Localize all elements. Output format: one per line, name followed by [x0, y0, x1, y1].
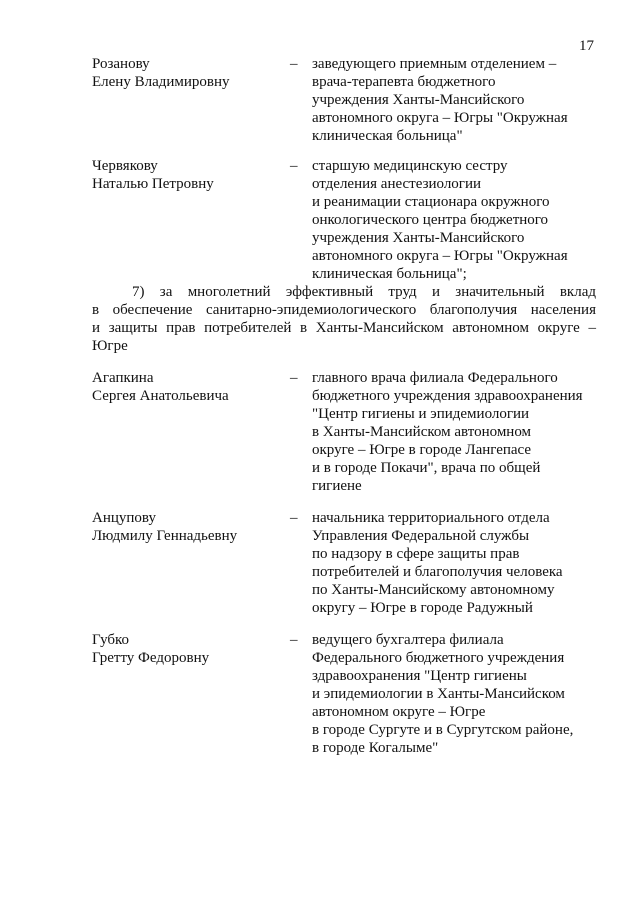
recipient-name [92, 55, 282, 91]
entry-dash: – [290, 370, 298, 386]
position-line: автономном округе – Югре [312, 704, 486, 720]
page-number: 17 [579, 38, 594, 54]
position-line: в городе Когалыме" [312, 740, 439, 756]
position-line: Управления Федеральной службы [312, 528, 530, 544]
position-line: начальника территориального отдела [312, 510, 550, 526]
position-line: главного врача филиала Федерального [312, 370, 558, 386]
position-line: ведущего бухгалтера филиала [312, 632, 504, 648]
recipient-given-names: Гретту Федоровну [92, 650, 210, 666]
paragraph-line: в обеспечение санитарно-эпидемиологического благополучия населения [92, 302, 596, 318]
entry-dash: – [290, 632, 298, 648]
paragraph-line: 7) за многолетний эффективный труд и значительный вклад [132, 284, 596, 300]
entry-dash: – [290, 158, 298, 174]
position-line: автономного округа – Югры "Окружная [312, 248, 568, 264]
position-line: гигиене [312, 478, 362, 494]
recipient-given-names: Елену Владимировну [92, 74, 230, 90]
recipient-given-names: Людмилу Геннадьевну [92, 528, 238, 544]
entry-dash: – [290, 56, 298, 72]
position-line: старшую медицинскую сестру [312, 158, 508, 174]
recipient-surname: Губко [92, 632, 130, 648]
position-line: клиническая больница"; [312, 266, 467, 282]
position-line: отделения анестезиологии [312, 176, 482, 192]
recipient-position [312, 369, 612, 495]
position-line: автономного округа – Югры "Окружная [312, 110, 568, 126]
position-line: бюджетного учреждения здравоохранения [312, 388, 583, 404]
position-line: здравоохранения "Центр гигиены [312, 668, 527, 684]
position-line: клиническая больница" [312, 128, 463, 144]
position-line: врача-терапевта бюджетного [312, 74, 496, 90]
position-line: учреждения Ханты-Мансийского [312, 230, 525, 246]
recipient-surname: Анцупову [92, 510, 156, 526]
position-line: Федерального бюджетного учреждения [312, 650, 565, 666]
position-line: в Ханты-Мансийском автономном [312, 424, 532, 440]
recipient-name [92, 631, 282, 667]
position-line: и эпидемиологии в Ханты-Мансийском [312, 686, 565, 702]
position-line: округу – Югре в городе Радужный [312, 600, 533, 616]
recipient-given-names: Наталью Петровну [92, 176, 214, 192]
position-line: "Центр гигиены и эпидемиологии [312, 406, 530, 422]
position-line: по надзору в сфере защиты прав [312, 546, 520, 562]
position-line: учреждения Ханты-Мансийского [312, 92, 525, 108]
recipient-position [312, 509, 612, 617]
section-paragraph-7 [92, 283, 596, 355]
paragraph-line: Югре [92, 338, 128, 354]
position-line: округе – Югре в городе Лангепасе [312, 442, 532, 458]
recipient-given-names: Сергея Анатольевича [92, 388, 229, 404]
recipient-surname: Червякову [92, 158, 158, 174]
recipient-position [312, 55, 612, 145]
position-line: и в городе Покачи", врача по общей [312, 460, 541, 476]
position-line: в городе Сургуте и в Сургутском районе, [312, 722, 574, 738]
paragraph-line: и защиты прав потребителей в Ханты-Мансийском автономном округе – [92, 320, 596, 336]
recipient-position [312, 631, 612, 757]
recipient-position [312, 157, 612, 283]
recipient-name [92, 369, 282, 405]
position-line: и реанимации стационара окружного [312, 194, 550, 210]
position-line: заведующего приемным отделением – [312, 56, 557, 72]
position-line: потребителей и благополучия человека [312, 564, 563, 580]
recipient-name [92, 157, 282, 193]
recipient-name [92, 509, 282, 545]
entry-dash: – [290, 510, 298, 526]
position-line: по Ханты-Мансийскому автономному [312, 582, 555, 598]
recipient-surname: Агапкина [92, 370, 154, 386]
position-line: онкологического центра бюджетного [312, 212, 549, 228]
recipient-surname: Розанову [92, 56, 150, 72]
